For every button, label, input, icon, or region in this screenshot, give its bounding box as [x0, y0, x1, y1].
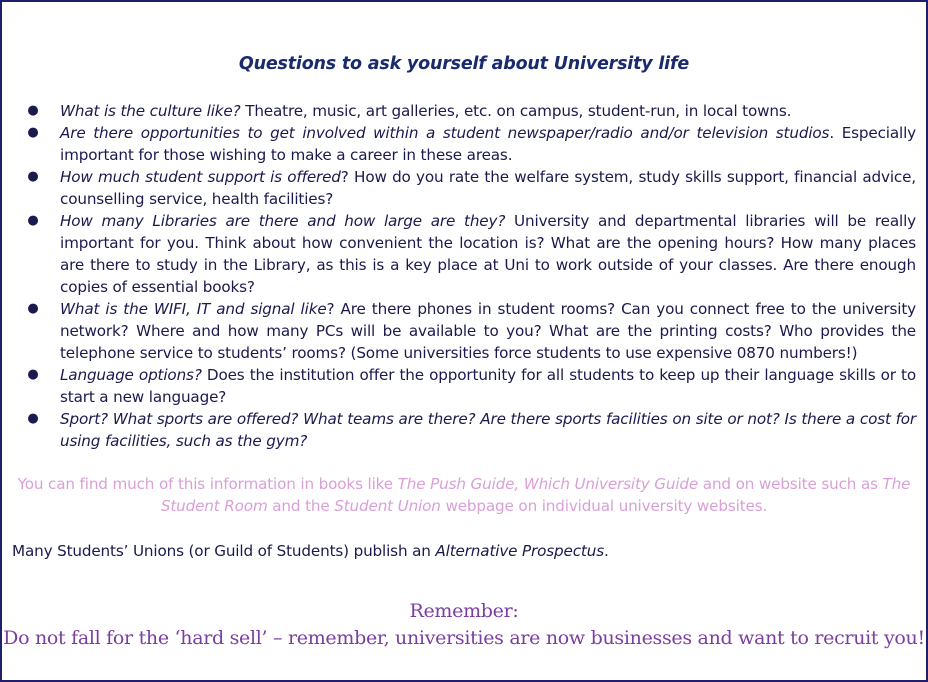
unions-note — [12, 540, 609, 562]
website-name: The Student Room — [160, 475, 911, 515]
answer-text: Does the institution offer the opportunity for all students to keep up their language skills or to start a new language? — [60, 366, 916, 406]
question-text: Are there opportunities to get involved within a student newspaper/radio and/or television studios — [60, 124, 830, 142]
questions-list — [26, 100, 916, 452]
list-item-support — [26, 166, 916, 210]
question-text: What is the culture like? — [60, 102, 241, 120]
question-text: How much student support is offered — [60, 168, 341, 186]
answer-text: ? Are there phones in student rooms? Can you connect free to the university network? Where and how many PCs will be available to you? What are the printing costs? Who provides the telephone service to students’ rooms? (Some universities force students to use expensive 0870 numbers!) — [60, 300, 916, 362]
page-title: Questions to ask yourself about University life — [238, 54, 690, 74]
answer-text: University and departmental libraries will be really important for you. Think about how convenient the location is? What are the opening hours? How many places are there to study in the Library, as this is a key place at Uni to work outside of your classes. Are there enough copies of essential books? — [60, 212, 916, 296]
question-text: What is the WIFI, IT and signal like — [60, 300, 327, 318]
unions-text: Many Students’ Unions (or Guild of Students) publish an — [12, 542, 436, 560]
info-sources-note — [12, 473, 916, 517]
website-name: Student Union — [334, 497, 441, 515]
bullet-icon: ● — [27, 213, 39, 228]
list-item-language — [26, 364, 916, 408]
question-text: Language options? — [60, 366, 202, 384]
answer-text: Theatre, music, art galleries, etc. on campus, student-run, in local towns. — [240, 102, 792, 120]
bullet-icon: ● — [27, 169, 39, 184]
bullet-icon: ● — [27, 411, 39, 426]
list-item-culture — [26, 100, 916, 122]
list-item-media — [26, 122, 916, 166]
info-text: webpage on individual university websites. — [440, 497, 768, 515]
info-text: and the — [267, 497, 335, 515]
list-item-wifi — [26, 298, 916, 364]
book-titles: The Push Guide, Which University Guide — [397, 475, 699, 493]
answer-text: ? How do you rate the welfare system, study skills support, financial advice, counselling service, health facilities? — [60, 168, 916, 208]
prospectus-title: Alternative Prospectus — [435, 542, 604, 560]
question-text: How many Libraries are there and how large are they? — [60, 212, 506, 230]
bullet-icon: ● — [27, 125, 39, 140]
remember-heading: Remember: — [409, 600, 519, 622]
unions-text: . — [603, 542, 609, 560]
answer-text: . Especially important for those wishing to make a career in these areas. — [60, 124, 917, 164]
remember-message: Do not fall for the ‘hard sell’ – remember, universities are now businesses and want to recruit you! — [3, 627, 925, 649]
list-item-libraries — [26, 210, 916, 298]
remember-callout — [2, 598, 926, 652]
bullet-icon: ● — [27, 301, 39, 316]
question-text: Sport? What sports are offered? What teams are there? Are there sports facilities on site or not? Is there a cost for using facilities, such as the gym? — [60, 410, 916, 450]
info-text: You can find much of this information in books like — [17, 475, 398, 493]
list-item-sport — [26, 408, 916, 452]
bullet-icon: ● — [27, 367, 39, 382]
bullet-icon: ● — [27, 103, 39, 118]
info-text: and on website such as — [698, 475, 883, 493]
